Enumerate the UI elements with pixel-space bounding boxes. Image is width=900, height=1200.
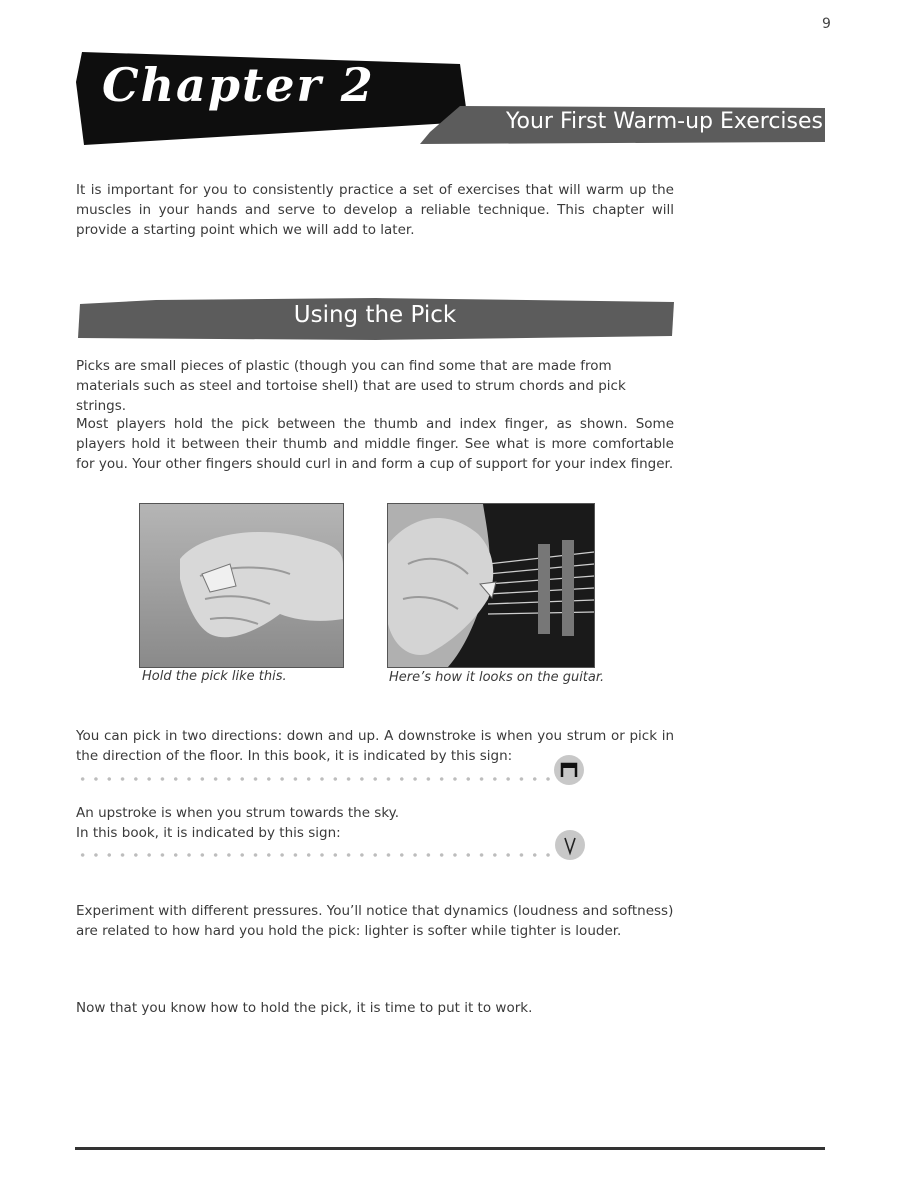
section-title: Using the Pick bbox=[293, 302, 457, 328]
upstroke-line-1: An upstroke is when you strum towards the sky. bbox=[76, 805, 400, 821]
chapter-subtitle: Your First Warm-up Exercises bbox=[505, 109, 823, 134]
pick-grip-photo bbox=[139, 503, 344, 668]
page-number: 9 bbox=[822, 16, 831, 32]
chapter-banner bbox=[76, 52, 468, 145]
photo-caption-guitar: Here’s how it looks on the guitar. bbox=[389, 670, 605, 685]
upstroke-sign-icon bbox=[555, 830, 585, 860]
dotted-leader-upstroke bbox=[76, 853, 554, 857]
photo-caption-grip: Hold the pick like this. bbox=[142, 669, 287, 684]
picks-paragraph: Picks are small pieces of plastic (though you can find some that are made from materials such as steel and tortoise shell) that are used to strum chords and pick strings. bbox=[76, 358, 626, 414]
pick-on-guitar-photo bbox=[387, 503, 595, 668]
pressure-paragraph: Experiment with different pressures. You’ll notice that dynamics (loudness and softness) are related to how hard you hold the pick: lighter is softer while tighter is louder. bbox=[76, 903, 674, 939]
bottom-rule bbox=[75, 1147, 825, 1150]
chapter-title: Chapter 2 bbox=[102, 58, 375, 112]
closing-paragraph: Now that you know how to hold the pick, it is time to put it to work. bbox=[76, 1000, 533, 1016]
upstroke-line-2: In this book, it is indicated by this sign: bbox=[76, 825, 341, 841]
section-heading-bar bbox=[76, 296, 674, 342]
downstroke-sign-icon bbox=[554, 755, 584, 785]
grip-paragraph: Most players hold the pick between the thumb and index finger, as shown. Some players hold it between their thumb and middle finger. See what is more comfortable for you. Your other fingers should curl in and form a cup of support for your index finger. bbox=[76, 416, 674, 472]
dotted-leader-downstroke bbox=[76, 777, 554, 781]
chapter-subtitle-bar bbox=[420, 102, 825, 144]
intro-paragraph: It is important for you to consistently practice a set of exercises that will warm up the muscles in your hands and serve to develop a reliable technique. This chapter will provide a starting point which we will add to later. bbox=[76, 182, 674, 238]
downstroke-paragraph: You can pick in two directions: down and up. A downstroke is when you strum or pick in the direction of the floor. In this book, it is indicated by this sign: bbox=[76, 728, 674, 764]
